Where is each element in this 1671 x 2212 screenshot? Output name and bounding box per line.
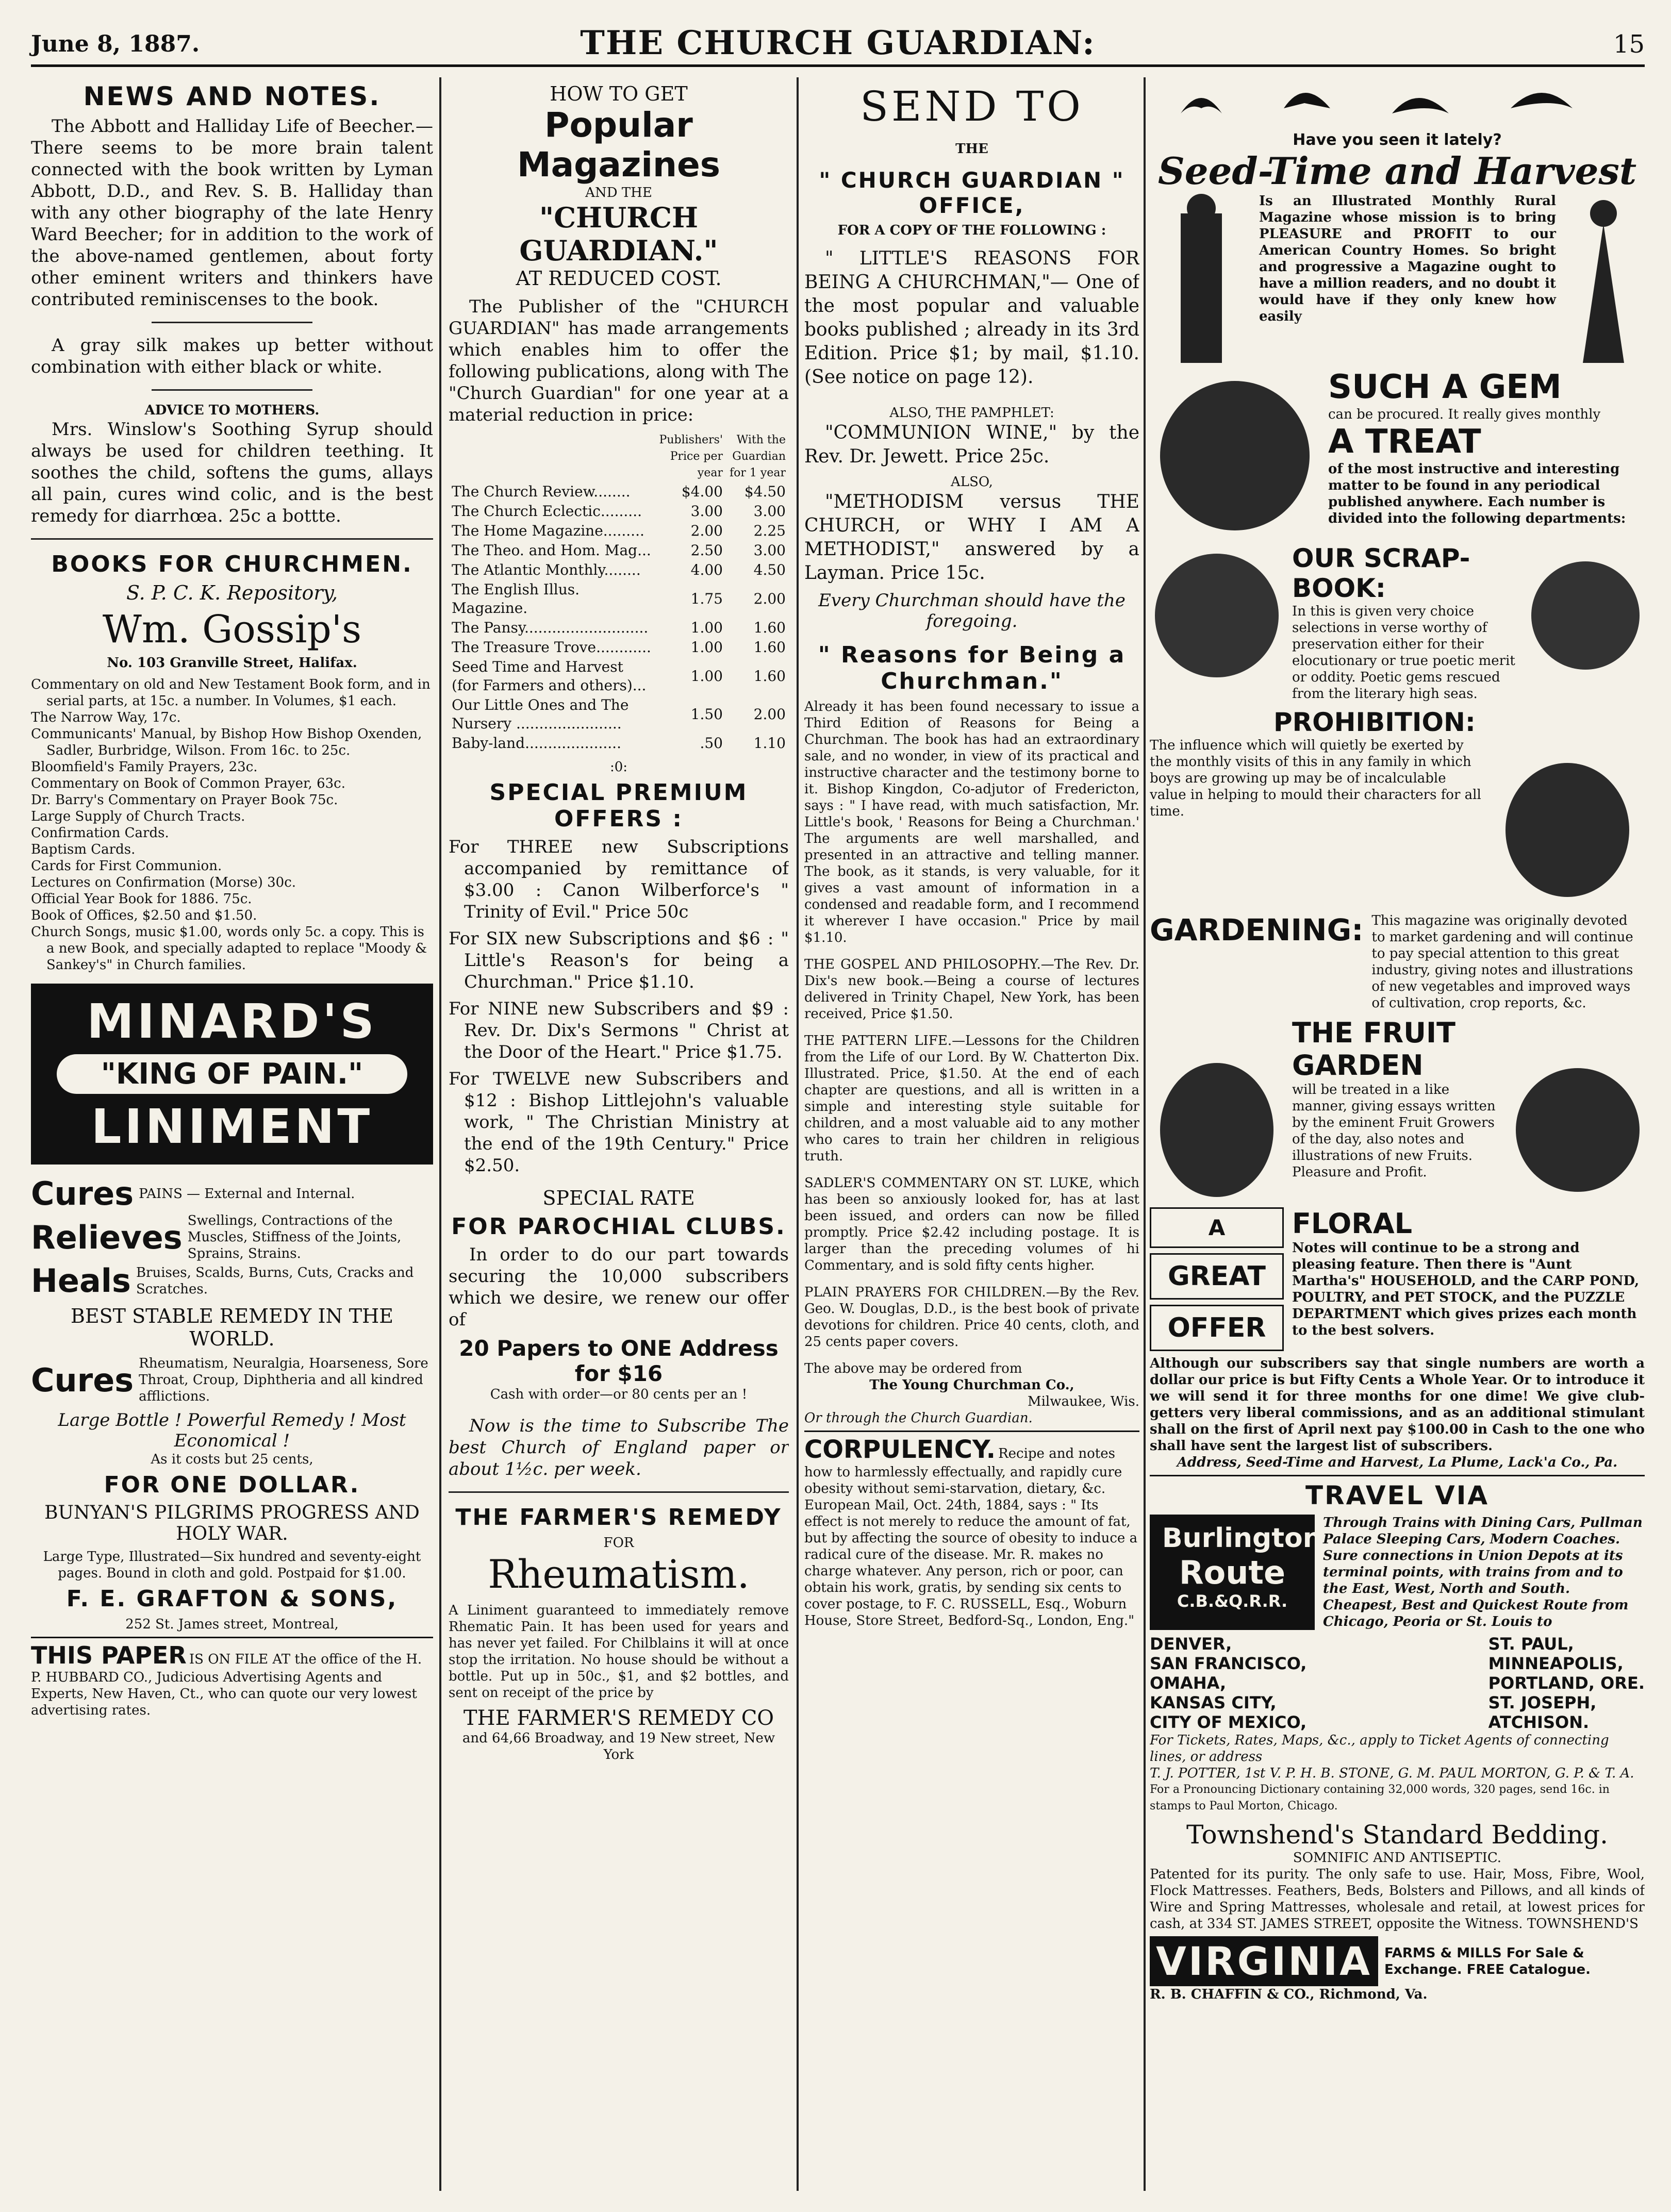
farmers-company: THE FARMER'S REMEDY CO xyxy=(463,1706,774,1730)
list-item: Church Songs, music $1.00, words only 5c. a copy. This is a new Book, and specially adapted to replace "Moody & Sankey's" in Church families. xyxy=(31,924,427,973)
list-item: PORTLAND, ORE. xyxy=(1488,1673,1645,1693)
farmer-silhouette-icon xyxy=(1150,193,1253,363)
popular-magazines: Popular Magazines xyxy=(517,105,721,185)
column-rule xyxy=(1144,77,1146,2191)
list-item: ATCHISON. xyxy=(1488,1712,1590,1732)
table-row: The Treasure Trove............ 1.00 1.60 xyxy=(452,639,786,656)
church-guardian-title: "CHURCH GUARDIAN." xyxy=(519,201,718,267)
list-item: SAN FRANCISCO, xyxy=(1150,1654,1307,1673)
list-item: Lectures on Confirmation (Morse) 30c. xyxy=(31,875,296,890)
list-item: Dr. Barry's Commentary on Prayer Book 75c. xyxy=(31,792,338,808)
repository-name: S. P. C. K. Repository, xyxy=(126,581,338,604)
for-label: FOR xyxy=(603,1535,634,1551)
seed-time-title: Seed-Time and Harvest xyxy=(1157,149,1637,193)
the-label: THE xyxy=(955,141,988,157)
newspaper-title: THE CHURCH GUARDIAN: xyxy=(580,24,1096,62)
fruit-block xyxy=(1150,1017,1645,1202)
seed-intro: Is an Illustrated Monthly Rural Magazine whose mission is to bring PLEASURE and PROFIT to our American Country Homes. So bright and progressive a Magazine ought to have a million readers, and no doubt it would have if they only knew how easily xyxy=(1259,193,1556,324)
floral-block xyxy=(1150,1207,1645,1351)
magazine-price-table xyxy=(449,431,789,754)
table-header: Publishers' Price per year With the Guardian for 1 year xyxy=(659,434,786,479)
scrapbook-block xyxy=(1150,543,1645,702)
cost-line: As it costs but 25 cents, xyxy=(151,1452,313,1467)
list-item: ST. PAUL, xyxy=(1488,1634,1574,1654)
agents-line: T. J. POTTER, 1st V. P. H. B. STONE, G. M. PAUL MORTON, G. P. & T. A. xyxy=(1150,1766,1634,1781)
milwaukee: Milwaukee, Wis. xyxy=(1027,1394,1139,1409)
such-a-gem: SUCH A GEM xyxy=(1328,368,1562,406)
list-item: Large Supply of Church Tracts. xyxy=(31,809,245,824)
flower-illustration xyxy=(1526,543,1645,688)
dollar-heading: FOR ONE DOLLAR. xyxy=(104,1472,360,1498)
a-treat: A TREAT xyxy=(1328,423,1481,461)
bunyan-desc: Large Type, Illustrated—Six hundred and seventy-eight pages. Bound in cloth and gold. Postpaid for $1.00. xyxy=(43,1549,421,1581)
cures-line: Cures PAINS — External and Internal. xyxy=(31,1175,355,1212)
prohibition-heading: PROHIBITION: xyxy=(1273,707,1476,737)
floral-heading: FLORAL xyxy=(1292,1207,1413,1240)
office-heading: " CHURCH GUARDIAN " OFFICE, xyxy=(819,168,1125,218)
methodism: "METHODISM versus THE CHURCH, or WHY I AM A METHODIST," answered by a Layman. Price 15c. xyxy=(804,491,1139,584)
advice-paragraph: Mrs. Winslow's Soothing Syrup should always be used for children teething. It soothes the child, softens the gums, allays all pain, cures wind colic, and is the best remedy for diarrhœa. 25c a bottte. xyxy=(31,419,433,526)
rheumatism-title: Rheumatism. xyxy=(488,1551,750,1597)
table-row: The Atlantic Monthly........ 4.00 4.50 xyxy=(452,561,786,578)
list-item: Book of Offices, $2.50 and $1.50. xyxy=(31,908,257,923)
parochial-text: In order to do our part towards securing the 10,000 subscribers which we desire, we renew our offer of xyxy=(449,1244,789,1330)
cabbage-illustration xyxy=(1150,543,1284,688)
heals-line: Heals Bruises, Scalds, Burns, Cuts, Cracks and Scratches. xyxy=(31,1262,414,1300)
have-you-seen: Have you seen it lately? xyxy=(1293,131,1502,149)
copy-label: FOR A COPY OF THE FOLLOWING : xyxy=(837,223,1106,238)
pronouncing-note: For a Pronouncing Dictionary containing 32,000 words, 320 pages, send 16c. in stamps to Paul Morton, Chicago. xyxy=(1150,1783,1610,1812)
city-list xyxy=(1150,1634,1645,1732)
rooster-illustration xyxy=(1490,737,1645,907)
ordered-from: The above may be ordered from xyxy=(804,1361,1022,1376)
reasons-heading: " Reasons for Being a Churchman." xyxy=(818,642,1126,694)
treat-text: of the most instructive and interesting matter to be found in any periodical published anywhere. Each number is divided into the following departments: xyxy=(1328,461,1626,526)
premium-offer: For TWELVE new Subscribers and $12 : Bishop Littlejohn's valuable work, " The Christian Ministry at the end of the 19th Century." Price $2.50. xyxy=(449,1069,789,1176)
gardening-heading: GARDENING: xyxy=(1150,912,1364,947)
large-bottle: Large Bottle ! Powerful Remedy ! Most Economical ! xyxy=(58,1410,406,1451)
burlington-logo: Burlington Route C.B.&Q.R.R. xyxy=(1150,1515,1315,1630)
pear-illustration xyxy=(1150,1017,1284,1202)
publisher-intro: The Publisher of the "CHURCH GUARDIAN" has made arrangements which enables him to offer the following publications, along with The "Church Guardian" for one year at a material reduction in price: xyxy=(449,296,789,425)
somnific: SOMNIFIC AND ANTISEPTIC. xyxy=(1293,1850,1502,1866)
table-row: Our Little Ones and The Nursery ....................... 1.50 2.00 xyxy=(452,696,786,732)
apple-illustration xyxy=(1511,1017,1645,1202)
or-through: Or through the Church Guardian. xyxy=(804,1410,1033,1426)
farmers-address: and 64,66 Broadway, and 19 New street, New York xyxy=(462,1731,775,1762)
fruit-garden-heading: THE FRUIT GARDEN xyxy=(1292,1017,1455,1082)
littles-reasons: " LITTLE'S REASONS FOR BEING A CHURCHMAN,"— One of the most popular and valuable books published ; already in its 3rd Edition. Price $1; by mail, $1.10. (See notice on page 12). xyxy=(804,248,1139,388)
communion-wine: "COMMUNION WINE," by the Rev. Dr. Jewett. Price 25c. xyxy=(804,422,1139,467)
minard-liniment: LINIMENT xyxy=(91,1099,373,1154)
column-rule xyxy=(439,77,441,2191)
farmers-remedy-heading: THE FARMER'S REMEDY xyxy=(455,1504,782,1531)
offer-text: Although our subscribers say that single numbers are worth a dollar our price is but Fifty Cents a Whole Year. Or to introduce it we will send it for three months for one dime! We give club-getters very liberal commissions, and as an additional stimulant shall on the first of April next pay $100.00 in Cash to the one who shall have sent the largest list of subscribers. xyxy=(1150,1356,1645,1454)
procured: can be procured. It really gives monthly xyxy=(1328,407,1601,422)
plain-prayers: PLAIN PRAYERS FOR CHILDREN.—By the Rev. Geo. W. Douglas, D.D., is the best book of private devotions for children. Price 40 cents, cloth, and 25 cents paper covers. xyxy=(804,1285,1139,1350)
table-row: The English Illus. Magazine. 1.75 2.00 xyxy=(452,581,786,617)
burlington-text: Through Trains with Dining Cars, Pullman Palace Sleeping Cars, Modern Coaches. Sure connections in Union Depots at its terminal points, with trains from and to the East, West, North and South. Cheapest, Best and Quickest Route from Chicago, Peoria or St. Louis to xyxy=(1323,1515,1643,1629)
books-heading: BOOKS FOR CHURCHMEN. xyxy=(51,551,413,577)
prohibition-text: The influence which will quietly be exerted by the monthly visits of this in any family in which boys are growing up may be of incalculable value in helping to mould their characters for all time. xyxy=(1150,738,1481,819)
list-item: Baptism Cards. xyxy=(31,842,136,857)
table-row: Seed Time and Harvest (for Farmers and others)... 1.00 1.60 xyxy=(452,658,786,694)
column-rule xyxy=(797,77,799,2191)
also-pamphlet: ALSO, THE PAMPHLET: xyxy=(889,405,1054,421)
reduced-cost: AT REDUCED COST. xyxy=(516,267,722,290)
divider xyxy=(152,389,312,391)
floral-text: Notes will continue to be a strong and pleasing feature. Then there is "Aunt Martha's" HOUSEHOLD, and the CARP POND, POULTRY, and PET STOCK, and the PUZZLE DEPARTMENT which gives prizes each month to the best solvers. xyxy=(1292,1240,1640,1338)
list-item: Bloomfield's Family Prayers, 23c. xyxy=(31,759,258,775)
relieves-line: Relieves Swellings, Contractions of the Muscles, Stiffness of the Joints, Sprains, Strains. xyxy=(31,1213,402,1261)
gospel-philosophy: THE GOSPEL AND PHILOSOPHY.—The Rev. Dr. Dix's new book.—Being a course of lectures delivered in Trinity Chapel, New York, has been received, Price $1.50. xyxy=(804,957,1139,1022)
list-item: DENVER, xyxy=(1150,1634,1232,1654)
pattern-life: THE PATTERN LIFE.—Lessons for the Children from the Life of our Lord. By W. Chatterton Dix. Illustrated. Price, $1.50. At the end of each chapter are questions, and all is written in a simple and interesting style suitable for children, and a most valuable aid to any mother who cares to train her children in religious truth. xyxy=(804,1033,1139,1164)
masthead xyxy=(31,15,1645,67)
premium-heading: SPECIAL PREMIUM OFFERS : xyxy=(489,779,748,832)
list-item: MINNEAPOLIS, xyxy=(1488,1654,1624,1673)
seed-address: Address, Seed-Time and Harvest, La Plume, Lack'a Co., Pa. xyxy=(1177,1455,1618,1470)
table-row: The Church Review........ $4.00 $4.50 xyxy=(452,483,786,500)
minard-banner xyxy=(31,984,433,1165)
twenty-papers: 20 Papers to ONE Address for $16 xyxy=(459,1336,779,1386)
subscribe-now: Now is the time to Subscribe The best Church of England paper or about 1½c. per week. xyxy=(449,1416,789,1479)
news-paragraph: A gray silk makes up better without combination with either black or white. xyxy=(31,335,433,377)
every-churchman: Every Churchman should have the foregoing. xyxy=(818,590,1126,631)
divider-mark: :0: xyxy=(609,759,628,775)
gardening-text: This magazine was originally devoted to market gardening and will continue to pay special attention to this great industry, giving notes and illustrations of new vegetables and improved ways of cultivation, crop reports, &c. xyxy=(1371,913,1633,1011)
corpulency-ad: CORPULENCY. Recipe and notes how to harmlessly effectually, and rapidly cure obesity without semi-starvation, dietary, &c. European Mail, Oct. 24th, 1884, says : " Its effect is not merely to reduce the amount of fat, but by affecting the source of obesity to induce a radical cure of the disease. Mr. R. makes no charge whatever. Any person, rich or poor, can obtain his work, gratis, by sending six cents to cover postage, to F. C. RUSSELL, Esq., Woburn House, Store Street, Bedford-Sq., London, Eng." xyxy=(804,1431,1139,1629)
news-heading: NEWS AND NOTES. xyxy=(83,81,381,111)
book-list xyxy=(31,676,433,973)
great-badge: GREAT xyxy=(1150,1253,1284,1300)
scrapbook-heading: OUR SCRAP-BOOK: xyxy=(1292,543,1470,603)
list-item: Cards for First Communion. xyxy=(31,858,222,874)
divider xyxy=(152,322,312,323)
minard-title: MINARD'S xyxy=(87,994,377,1049)
list-item: OMAHA, xyxy=(1150,1673,1227,1693)
list-item: ST. JOSEPH, xyxy=(1488,1693,1597,1712)
virginia-logo: VIRGINIA xyxy=(1150,1936,1378,1986)
young-churchman: The Young Churchman Co., xyxy=(869,1377,1074,1393)
gem-block xyxy=(1150,368,1645,538)
gossip-address: No. 103 Granville Street, Halifax. xyxy=(107,655,357,671)
this-paper-notice: THIS PAPER IS ON FILE AT the office of the H. P. HUBBARD CO., Judicious Advertising Agents and Experts, New Haven, Ct., who can quote our very lowest advertising rates. xyxy=(31,1637,433,1719)
column-3 xyxy=(804,77,1139,2196)
strawberry-illustration xyxy=(1150,368,1320,538)
minard-slogan: "KING OF PAIN." xyxy=(57,1054,407,1094)
table-row: The Theo. and Hom. Mag... 2.50 3.00 xyxy=(452,542,786,559)
premium-offer: For NINE new Subscribers and $9 : Rev. Dr. Dix's Sermons " Christ at the Door of the Heart." Price $1.75. xyxy=(449,999,789,1062)
table-row: The Church Eclectic......... 3.00 3.00 xyxy=(452,503,786,520)
a-badge: A xyxy=(1150,1207,1284,1248)
list-item: Commentary on old and New Testament Book form, and in serial parts, at 15c. a number. In Volumes, $1 each. xyxy=(31,677,431,709)
send-to: SEND TO xyxy=(860,82,1084,130)
offer-badge: OFFER xyxy=(1150,1305,1284,1351)
divider xyxy=(31,538,433,540)
grafton-address: 252 St. James street, Montreal, xyxy=(125,1617,339,1632)
list-item: Commentary on Book of Common Prayer, 63c. xyxy=(31,776,345,791)
list-item: CITY OF MEXICO, xyxy=(1150,1712,1307,1732)
page-number: 15 xyxy=(1613,30,1645,59)
seed-intro-block xyxy=(1150,193,1645,363)
also-label: ALSO, xyxy=(951,474,993,490)
cures-line-2: Cures Rheumatism, Neuralgia, Hoarseness, Sore Throat, Croup, Diphtheria and all kindred afflictions. xyxy=(31,1356,428,1404)
table-row: The Pansy........................... 1.00 1.60 xyxy=(452,619,786,636)
birds-illustration xyxy=(1150,77,1614,129)
grafton-name: F. E. GRAFTON & SONS, xyxy=(66,1586,398,1612)
burlington-block xyxy=(1150,1515,1645,1630)
reasons-text: Already it has been found necessary to issue a Third Edition of Reasons for Being a Churchman. The book has had an extraordinary sale, and no wonder, in view of its practical and instructive character and the testimony borne to it. Bishop Kingdon, Co-adjutor of Fredericton, says : " I have read, with much satisfaction, Mr. Little's book, ' Reasons for Being a Churchman.' The arguments are well marshalled, and presented in an attractive and telling manner. The book, as it stands, is very valuable, for it gives a vast amount of information in a condensed and readable form, and I recommend it wherever I have occasion." Price by mail $1.10. xyxy=(804,699,1139,945)
list-item: Communicants' Manual, by Bishop How Bishop Oxenden, Sadler, Burbridge, Wilson. From 16c. to 25c. xyxy=(31,726,422,758)
table-row: Baby-land..................... .50 1.10 xyxy=(452,735,786,752)
townshend-heading: Townshend's Standard Bedding. xyxy=(1186,1820,1608,1850)
tickets-note: For Tickets, Rates, Maps, &c., apply to Ticket Agents of connecting lines, or address xyxy=(1150,1733,1609,1765)
gossip-name: Wm. Gossip's xyxy=(102,607,362,652)
scrapbook-text: In this is given very choice selections in verse worthy of preservation either for their elocutionary or true poetic merit or oddity. Poetic gems rescued from the literary high seas. xyxy=(1292,604,1515,702)
farms-mills: FARMS & MILLS For Sale & Exchange. FREE Catalogue. xyxy=(1384,1945,1591,1977)
column-4 xyxy=(1150,77,1645,2196)
townshend-text: Patented for its purity. The only safe to use. Hair, Moss, Fibre, Wool, Flock Mattresses. Feathers, Beds, Bolsters and Pillows, and all kinds of Wire and Spring Mattresses, wholesale and retail, at lowest prices for cash, at 334 ST. JAMES STREET, opposite the Witness. TOWNSHEND'S xyxy=(1150,1867,1645,1932)
chaffin-address: R. B. CHAFFIN & CO., Richmond, Va. xyxy=(1150,1987,1428,2002)
list-item: The Narrow Way, 17c. xyxy=(31,710,181,725)
column-1 xyxy=(31,77,433,2196)
bunyan-title: BUNYAN'S PILGRIMS PROGRESS AND HOLY WAR. xyxy=(44,1502,420,1544)
list-item: Confirmation Cards. xyxy=(31,825,169,841)
divider xyxy=(449,1491,789,1493)
prohibition-block xyxy=(1150,737,1645,907)
travel-via: TRAVEL VIA xyxy=(1150,1475,1645,1510)
list-item: Official Year Book for 1886. 75c. xyxy=(31,891,252,907)
column-2 xyxy=(449,77,789,2196)
fruit-text: will be treated in a like manner, giving essays written by the eminent Fruit Growers of the day, also notes and illustrations of new Fruits. Pleasure and Profit. xyxy=(1292,1082,1496,1180)
sadlers-commentary: SADLER'S COMMENTARY ON ST. LUKE, which has been so anxiously looked for, has at last been issued, and orders can now be filled promptly. Price $2.42 including postage. It is larger than the preceding volumes of hi Commentary, and is sold fifty cents higher. xyxy=(804,1175,1139,1273)
how-to-get: HOW TO GET xyxy=(550,82,688,105)
gardening-block xyxy=(1150,912,1645,1011)
table-row: The Home Magazine......... 2.00 2.25 xyxy=(452,522,786,539)
virginia-ad xyxy=(1150,1936,1645,1986)
issue-date: June 8, 1887. xyxy=(31,31,200,57)
stable-remedy: BEST STABLE REMEDY IN THE WORLD. xyxy=(70,1305,394,1350)
premium-offer: For THREE new Subscriptions accompanied by remittance of $3.00 : Canon Wilberforce's " Trinity of Evil." Price 50c xyxy=(449,837,789,922)
list-item: KANSAS CITY, xyxy=(1150,1693,1277,1712)
and-the: AND THE xyxy=(585,185,652,201)
premium-offer: For SIX new Subscriptions and $6 : " Little's Reason's for being a Churchman." Price $1.10. xyxy=(449,928,789,992)
farmers-text: A Liniment guaranteed to immediately remove Rhematic Pain. It has been used for years and has never yet failed. For Chilblains it will at once stop the irritation. No house should be without a bottle. Put up in 50c., $1, and $2 bottles, and sent on receipt of the price by xyxy=(449,1603,789,1701)
news-paragraph: The Abbott and Halliday Life of Beecher.—There seems to be more brain talent connected with the book written by Lyman Abbott, D.D., and Rev. S. B. Halliday than with any other biography of the late Henry Ward Beecher; for in addition to the work of the above-named gentlemen, about forty other eminent writers and thinkers have contributed reminiscenses to the book. xyxy=(31,116,433,310)
advice-heading: ADVICE TO MOTHERS. xyxy=(144,403,320,418)
special-rate: SPECIAL RATE xyxy=(542,1187,695,1209)
parochial-heading: FOR PAROCHIAL CLUBS. xyxy=(451,1213,786,1240)
girl-silhouette-icon xyxy=(1562,193,1645,363)
cash-note: Cash with order—or 80 cents per an ! xyxy=(490,1387,748,1402)
